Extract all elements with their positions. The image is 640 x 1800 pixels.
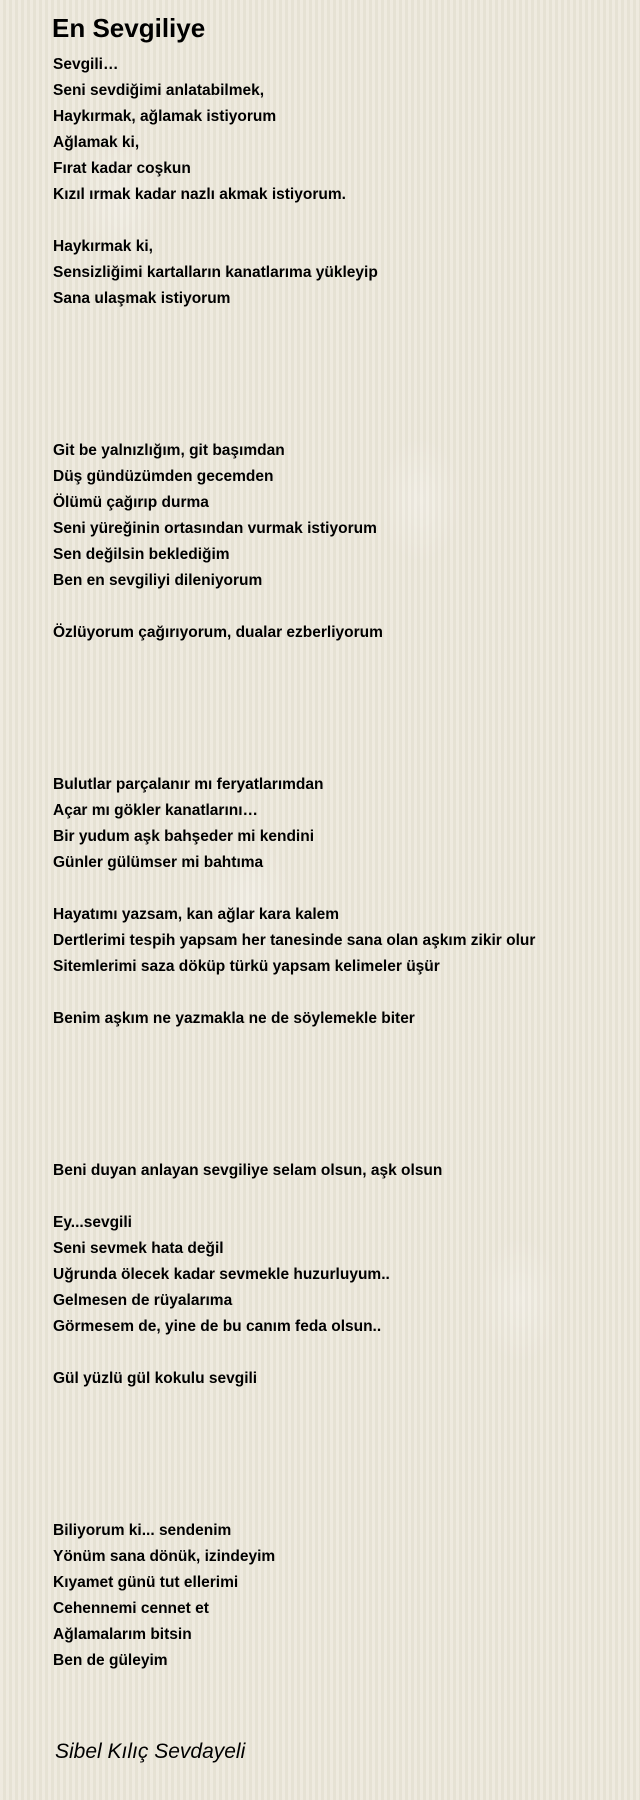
poem-line: Fırat kadar coşkun — [53, 160, 191, 177]
stanza-spacer — [53, 1032, 633, 1158]
poem-stanza — [53, 234, 633, 312]
poem-body — [53, 52, 633, 1674]
poem-line: Düş gündüzümden gecemden — [53, 468, 274, 485]
poem-line: Cehennemi cennet et — [53, 1600, 209, 1617]
poem-line: Beni duyan anlayan sevgiliye selam olsun, aşk olsun — [53, 1162, 443, 1179]
poem-line: Uğrunda ölecek kadar sevmekle huzurluyum.. — [53, 1266, 390, 1283]
stanza-spacer — [53, 1340, 633, 1366]
poem-line: Hayatımı yazsam, kan ağlar kara kalem — [53, 906, 340, 923]
stanza-spacer — [53, 208, 633, 234]
poem-line: Benim aşkım ne yazmakla ne de söylemekle biter — [53, 1010, 415, 1027]
poem-stanza — [53, 1518, 633, 1674]
poem-line: Seni sevmek hata değil — [53, 1240, 224, 1257]
poem-line: Sensizliğimi kartalların kanatlarıma yükleyip — [53, 264, 378, 281]
poem-line: Sitemlerimi saza döküp türkü yapsam kelimeler üşür — [53, 958, 440, 975]
poem-stanza — [53, 1210, 633, 1340]
poem-line: Sevgili… — [53, 56, 119, 73]
poem-stanza — [53, 1366, 633, 1392]
poem-line: Görmesem de, yine de bu canım feda olsun.. — [53, 1318, 382, 1335]
poem-line: Bulutlar parçalanır mı feryatlarımdan — [53, 776, 324, 793]
poem-line: Seni yüreğinin ortasından vurmak istiyorum — [53, 520, 377, 537]
poem-author[interactable]: Sibel Kılıç Sevdayeli — [55, 1740, 246, 1763]
stanza-spacer — [53, 1392, 633, 1518]
poem-line: Ben en sevgiliyi dileniyorum — [53, 572, 263, 589]
poem-stanza — [53, 1006, 633, 1032]
poem-title: En Sevgiliye — [52, 13, 206, 43]
poem-line: Ağlamalarım bitsin — [53, 1626, 192, 1643]
poem-line: Günler gülümser mi bahtıma — [53, 854, 264, 871]
poem-stanza — [53, 438, 633, 594]
stanza-spacer — [53, 594, 633, 620]
stanza-spacer — [53, 876, 633, 902]
poem-stanza — [53, 52, 633, 208]
poem-line: Gül yüzlü gül kokulu sevgili — [53, 1370, 258, 1387]
poem-line: Biliyorum ki... sendenim — [53, 1522, 232, 1539]
poem-line: Ölümü çağırıp durma — [53, 494, 209, 511]
stanza-spacer — [53, 1184, 633, 1210]
stanza-spacer — [53, 646, 633, 772]
poem-stanza — [53, 902, 633, 980]
poem-line: Açar mı gökler kanatlarını… — [53, 802, 259, 819]
poem-line: Sana ulaşmak istiyorum — [53, 290, 231, 307]
poem-line: Yönüm sana dönük, izindeyim — [53, 1548, 276, 1565]
poem-line: Haykırmak, ağlamak istiyorum — [53, 108, 277, 125]
poem-line: Bir yudum aşk bahşeder mi kendini — [53, 828, 314, 845]
poem-line: Ey...sevgili — [53, 1214, 132, 1231]
poem-line: Özlüyorum çağırıyorum, dualar ezberliyorum — [53, 624, 383, 641]
poem-line: Kıyamet günü tut ellerimi — [53, 1574, 239, 1591]
poem-stanza — [53, 1158, 633, 1184]
poem-line: Ağlamak ki, — [53, 134, 140, 151]
poem-stanza — [53, 772, 633, 876]
poem-line: Git be yalnızlığım, git başımdan — [53, 442, 285, 459]
poem-stanza — [53, 620, 633, 646]
poem-line: Dertlerimi tespih yapsam her tanesinde sana olan aşkım zikir olur — [53, 932, 536, 949]
stanza-spacer — [53, 980, 633, 1006]
poem-line: Ben de güleyim — [53, 1652, 168, 1669]
poem-line: Seni sevdiğimi anlatabilmek, — [53, 82, 265, 99]
stanza-spacer — [53, 312, 633, 438]
poem-line: Haykırmak ki, — [53, 238, 153, 255]
poem-line: Sen değilsin beklediğim — [53, 546, 230, 563]
poem-line: Gelmesen de rüyalarıma — [53, 1292, 233, 1309]
poem-line: Kızıl ırmak kadar nazlı akmak istiyorum. — [53, 186, 346, 203]
